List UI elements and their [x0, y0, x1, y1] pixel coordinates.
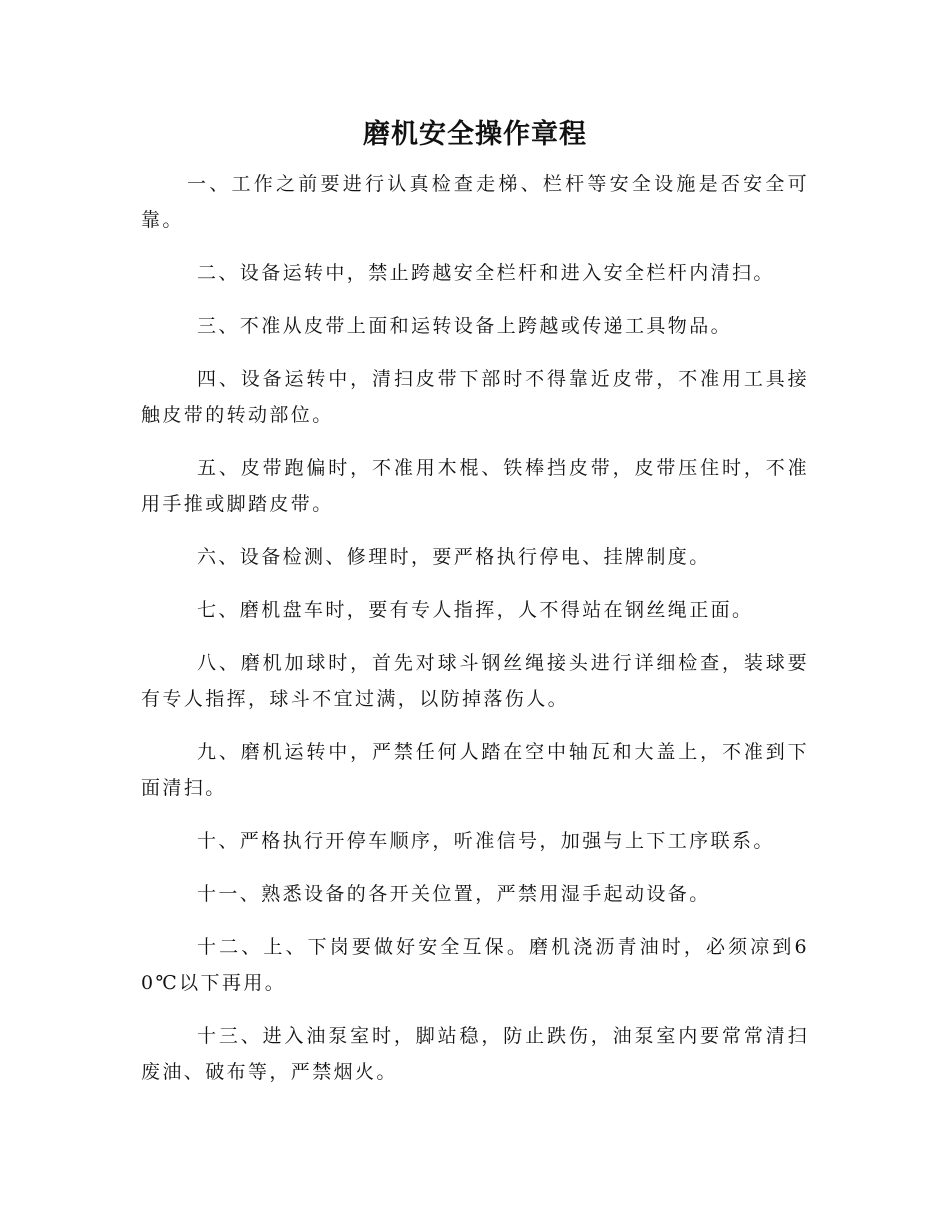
document-body	[141, 166, 809, 1107]
paragraph-13: 十三、进入油泵室时，脚站稳，防止跌伤，油泵室内要常常清扫废油、破布等，严禁烟火。	[141, 1025, 809, 1083]
paragraph-5: 五、皮带跑偏时，不准用木棍、铁棒挡皮带，皮带压住时，不准用手推或脚踏皮带。	[141, 457, 809, 515]
paragraph-4: 四、设备运转中，清扫皮带下部时不得靠近皮带，不准用工具接触皮带的转动部位。	[141, 368, 809, 426]
paragraph-1: 一、工作之前要进行认真检查走梯、栏杆等安全设施是否安全可靠。	[141, 173, 809, 231]
paragraph-6: 六、设备检测、修理时，要严格执行停电、挂牌制度。	[197, 546, 711, 568]
paragraph-2: 二、设备运转中，禁止跨越安全栏杆和进入安全栏杆内清扫。	[197, 262, 775, 284]
paragraph-7: 七、磨机盘车时，要有专人指挥，人不得站在钢丝绳正面。	[197, 599, 754, 621]
paragraph-3: 三、不准从皮带上面和运转设备上跨越或传递工具物品。	[197, 315, 733, 337]
paragraph-9: 九、磨机运转中，严禁任何人踏在空中轴瓦和大盖上，不准到下面清扫。	[141, 741, 809, 799]
paragraph-10: 十、严格执行开停车顺序，听准信号，加强与上下工序联系。	[197, 830, 775, 852]
document-title: 磨机安全操作章程	[363, 119, 587, 150]
paragraph-12: 十二、上、下岗要做好安全互保。磨机浇沥青油时，必须凉到60℃以下再用。	[141, 936, 809, 994]
paragraph-11: 十一、熟悉设备的各开关位置，严禁用湿手起动设备。	[197, 883, 711, 905]
paragraph-8: 八、磨机加球时，首先对球斗钢丝绳接头进行详细检查，装球要有专人指挥，球斗不宜过满，以防掉落伤人。	[141, 652, 809, 710]
